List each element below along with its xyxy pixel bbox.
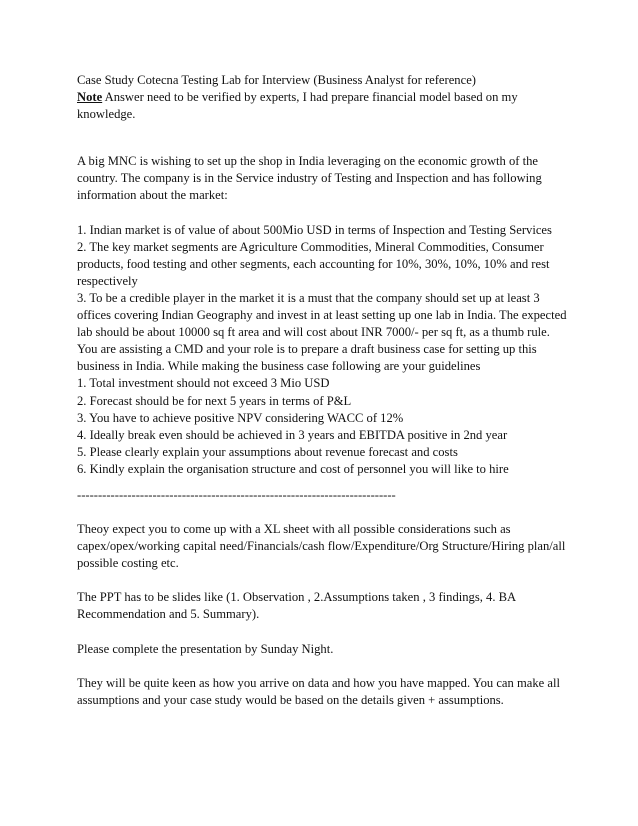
ppt-paragraph bbox=[77, 589, 577, 623]
list-line: products, food testing and other segments, each accounting for 10%, 30%, 10%, 10% and rest bbox=[77, 256, 550, 271]
deadline-paragraph: Please complete the presentation by Sunday Night. bbox=[77, 641, 334, 656]
list-line: offices covering Indian Geography and invest in at least setting up one lab in India. The expected bbox=[77, 308, 567, 323]
list-line: lab should be about 10000 sq ft area and will cost about INR 7000/- per sq ft, as a thumb rule. bbox=[77, 325, 550, 340]
expectation-line: capex/opex/working capital need/Financials/cash flow/Expenditure/Org Structure/Hiring plan/all bbox=[77, 539, 566, 554]
guideline-item: 3. You have to achieve positive NPV considering WACC of 12% bbox=[77, 410, 404, 425]
closing-line: assumptions and your case study would be based on the details given + assumptions. bbox=[77, 692, 504, 707]
list-line: 3. To be a credible player in the market it is a must that the company should set up at least 3 bbox=[77, 290, 540, 305]
note-line bbox=[77, 89, 577, 106]
expectation-line: Theoy expect you to come up with a XL sheet with all possible considerations such as bbox=[77, 522, 511, 537]
intro-line: country. The company is in the Service industry of Testing and Inspection and has following bbox=[77, 171, 542, 186]
guideline-item: 4. Ideally break even should be achieved in 3 years and EBITDA positive in 2nd year bbox=[77, 427, 508, 442]
ppt-line: Recommendation and 5. Summary). bbox=[77, 607, 260, 622]
separator-line: ---------------------------------------------------------------------------- bbox=[77, 487, 396, 502]
list-line: 1. Indian market is of value of about 500Mio USD in terms of Inspection and Testing Services bbox=[77, 222, 552, 237]
list-line: You are assisting a CMD and your role is to prepare a draft business case for setting up this bbox=[77, 342, 537, 357]
guideline-item: 1. Total investment should not exceed 3 Mio USD bbox=[77, 376, 330, 391]
ppt-line: The PPT has to be slides like (1. Observation , 2.Assumptions taken , 3 findings, 4. BA bbox=[77, 590, 517, 605]
expectations-paragraph bbox=[77, 521, 577, 572]
list-line: respectively bbox=[77, 273, 138, 288]
expectation-line: possible costing etc. bbox=[77, 556, 179, 571]
list-line: 2. The key market segments are Agriculture Commodities, Mineral Commodities, Consumer bbox=[77, 239, 544, 254]
intro-paragraph bbox=[77, 153, 577, 204]
list-line: business in India. While making the business case following are your guidelines bbox=[77, 359, 481, 374]
guideline-item: 5. Please clearly explain your assumptions about revenue forecast and costs bbox=[77, 444, 458, 459]
document-page bbox=[77, 72, 577, 709]
guideline-item: 6. Kindly explain the organisation structure and cost of personnel you will like to hire bbox=[77, 461, 509, 476]
note-text: Answer need to be verified by experts, I had prepare financial model based on my bbox=[102, 90, 518, 105]
closing-paragraph bbox=[77, 675, 577, 709]
closing-line: They will be quite keen as how you arrive on data and how you have mapped. You can make all bbox=[77, 675, 560, 690]
market-info-list bbox=[77, 222, 577, 478]
document-title: Case Study Cotecna Testing Lab for Interview (Business Analyst for reference) bbox=[77, 73, 476, 87]
note-label: Note bbox=[77, 90, 103, 105]
guideline-item: 2. Forecast should be for next 5 years in terms of P&L bbox=[77, 393, 352, 408]
intro-line: A big MNC is wishing to set up the shop in India leveraging on the economic growth of the bbox=[77, 154, 539, 169]
note-text-continued: knowledge. bbox=[77, 107, 136, 122]
intro-line: information about the market: bbox=[77, 188, 228, 203]
